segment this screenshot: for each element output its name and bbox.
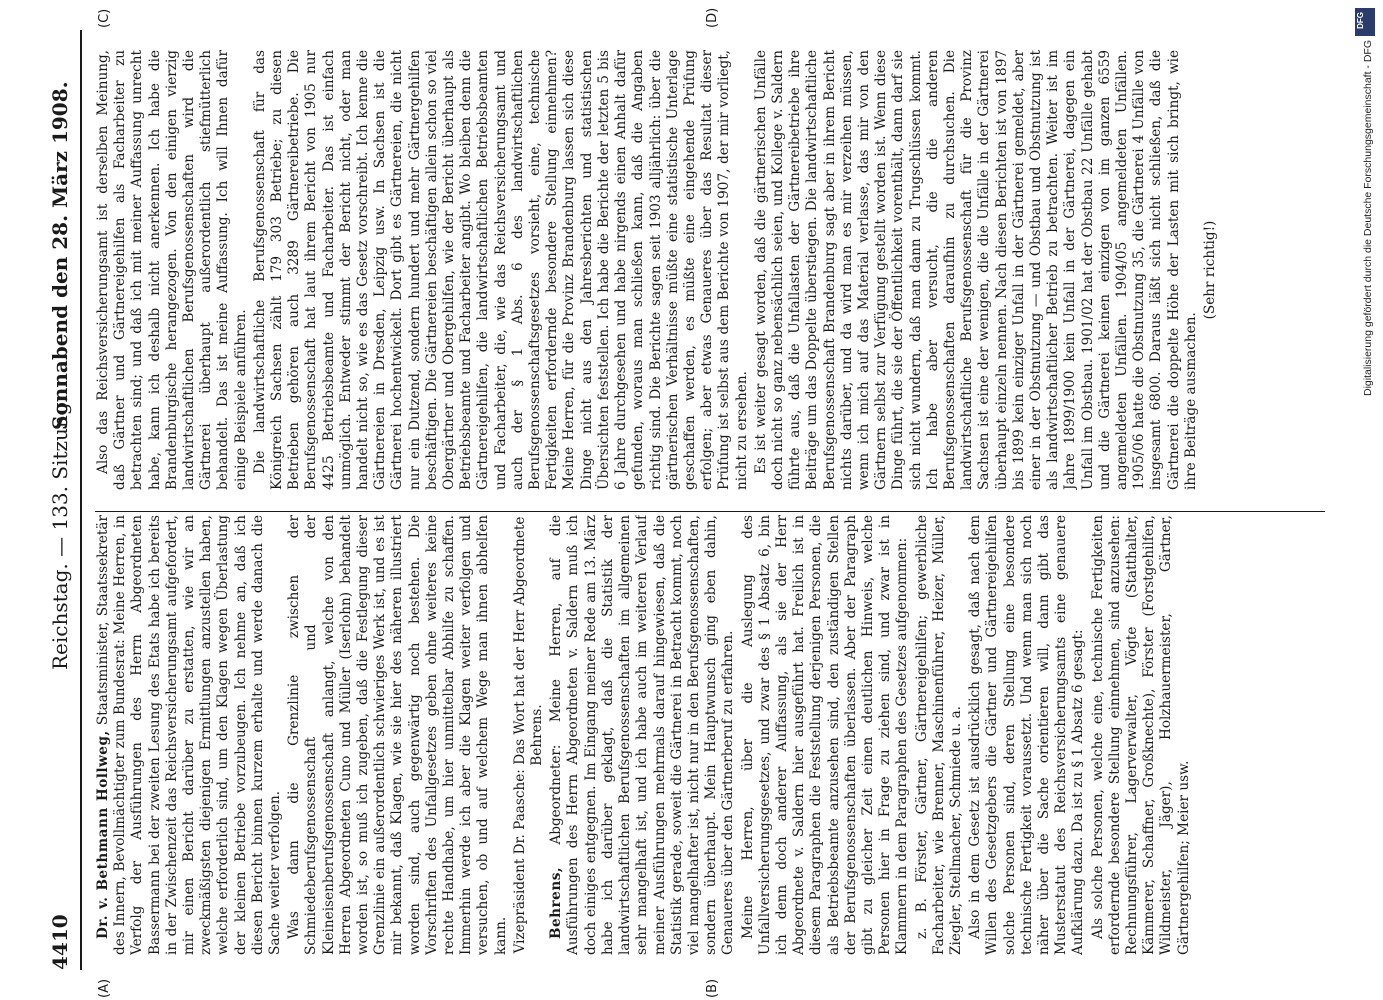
paragraph-text: Abgeordneter: Meine Herren, auf die Ausführungen des Herrn Abgeordneten v. Saldern muß ich doch einiges entgegnen. Im Eingang meiner Rede am 13. März habe ich darüber geklagt, daß die Statistik der landwirtschaftlichen Berufsgenossenschaften im allgemeinen sehr mangelhaft ist, und ich habe auch im weiteren Verlauf meiner Ausführungen mehrmals darauf hingewiesen, daß die Statistik gerade, soweit die Gärtnerei in Betracht kommt, noch viel mangelhafter ist, nicht nur in den Berufsgenossenschaften, sondern überhaupt. Mein Hauptwunsch ging eben dahin, Genaueres über den Gärtnerberuf zu erfahren.: [548, 515, 737, 955]
paragraph: [1202, 50, 1219, 490]
session-date: Sonnabend den 28. März 1908.: [48, 81, 72, 430]
paragraph: [548, 515, 737, 955]
paragraph: [1090, 515, 1193, 955]
paragraph-text: Vizepräsident Dr. Paasche: Das Wort hat der Herr Abgeordnete Behrens.: [511, 516, 546, 954]
paragraph: [967, 515, 1087, 955]
paragraph: [95, 515, 284, 955]
paragraph-text: Also in dem Gesetz ist ausdrücklich gesagt, daß nach dem Willen des Gesetzgebers die Gärtner und Gärtnereigehilfen solche Personen sind, deren Stellung eine besondere technische Fertigkeit voraussetzt. Und wenn man sich noch näher über die Sache orientieren will, dann gibt das Musterstatut des Reichsversicherungsamts eine genauere Aufklärung dazu. Da ist zu § 1 Absatz 6 gesagt:: [967, 515, 1087, 955]
page-number: 4410: [48, 914, 72, 970]
page-header: [40, 30, 82, 970]
speaker-name: Behrens,: [548, 866, 565, 939]
paragraph: [95, 50, 250, 490]
paragraph-text: Es ist weiter gesagt worden, daß die gärtnerischen Unfälle doch nicht so ganz nebensächlich seien, und Kollege v. Saldern führte aus, daß die Unfallasten der Gärtnereibetriebe ihre Beiträge um das Doppelte überstiegen. Die landwirtschaftliche Berufsgenossenschaft Brandenburg sagt aber in ihrem Bericht nichts darüber, und da wird man es mir verzeihen müssen, wenn ich mich auf das Material verlasse, das mir von den Gärtnern selbst zur Verfügung gestellt worden ist. Wenn diese Dinge führt, die sie der Öffentlichkeit vorenthält, dann darf sie sich nicht wundern, daß man dann zu Trugschlüssen kommt. Ich habe aber versucht, die die anderen Berufsgenossenschaften daraufhin zu durchsuchen. Die landwirtschaftliche Berufsgenossenschaft für die Provinz Sachsen ist eine der wenigen, die die Unfälle in der Gärtnerei überhaupt einzeln nennen. Nach diesen Berichten ist von 1897 bis 1899 kein einziger Unfall in der Gärtnerei gemeldet, aber einer in der Obstnutzung — und Obstbau und Obstnutzung ist als landwirtschaftlicher Betrieb zu betrachten. Weiter ist im Jahre 1899/1900 kein Unfall in der Gärtnerei, dagegen ein Unfall im Obstbau. 1901/02 hat der Obstbau 22 Unfälle gehabt und die Gärtnerei keinen einzigen von im ganzen 6559 angemeldeten Unfällen. 1904/05 angemeldeten Unfällen. 1905/06 hatte die Obstnutzung 35, die Gärtnerei 4 Unfälle von insgesamt 6800. Daraus läßt sich nicht schließen, daß die Gärtnerei die doppelte Höhe der Lasten mit sich bringt, wie ihre Beiträge ausmachen.: [752, 50, 1199, 490]
paragraph-text: Also das Reichsversicherungsamt ist derselben Meinung, daß Gärtner und Gärtnereigehilfen als Facharbeiter zu betrachten sind; und daß ich mit meiner Auffassung unrecht habe, kann ich deshalb nicht anerkennen. Ich habe die Brandenburgische herangezogen. Von den einigen vierzig landwirtschaftlichen Berufsgenossenschaften wird die Gärtnerei überhaupt außerordentlich stiefmütterlich behandelt. Das ist meine Auffassung. Ich will Ihnen dafür einige Beispiele anführen.: [95, 50, 249, 490]
left-column: [95, 515, 1325, 955]
session-title: Reichstag. — 133. Sitzung.: [48, 396, 72, 670]
margin-mark-d: (D): [705, 7, 720, 28]
paragraph-text: (Sehr richtig!): [1202, 220, 1218, 320]
paragraph: [252, 50, 751, 490]
paragraph-text: z. B. Förster, Gärtner, Gärtnereigehilfen; gewerbliche Facharbeiter, wie Brenner, Maschinenführer, Heizer, Müller, Ziegler, Stellmacher, Schmiede u. a.: [913, 515, 964, 955]
paragraph: [740, 515, 912, 955]
right-column: [95, 50, 1325, 490]
paragraph-text: Staatsminister, Staatssekretär des Innern, Bevollmächtigter zum Bundesrat: Meine Herren, in Verfolg der Ausführungen des Herrn Abgeordneten Bassermann bei der zweiten Lesung des Etats habe ich bereits in der Zwischenzeit das Reichsversicherungsamt aufgefordert, mir einen Bericht darüber zu erstatten, wie wir an zweckmäßigsten diejenigen Ermittlungen anzustellen haben, welche erforderlich sind, um den Klagen wegen Überlastung der kleinen Betriebe vorzubeugen. Ich nehme an, daß ich diesen Bericht binnen kurzem erhalte und werde danach die Sache weiter verfolgen.: [95, 515, 284, 955]
paragraph: [914, 515, 966, 955]
paragraph-text: Was dann die Grenzlinie zwischen der Schmiedeberufsgenossenschaft und der Kleineisenberufsgenossenschaft anlangt, welche von den Herren Abgeordneten Cuno und Müller (Iserlohn) behandelt worden ist, so muß ich zugeben, daß die Festlegung dieser Grenzlinie ein außerordentlich schwieriges Werk ist, und es ist mir bekannt, daß Klagen, wie sie hier des näheren illustriert worden sind, auch gegenwärtig noch bestehen. Die Vorschriften des Unfallgesetzes geben ohne weiteres keine rechte Handhabe, um hier unmittelbar Abhilfe zu schaffen. Immerhin werde ich aber die Klagen weiter verfolgen und versuchen, ob und auf welchem Wege man ihnen abhelfen kann.: [286, 515, 509, 955]
paragraph-text: Als solche Personen, welche eine, technische Fertigkeiten erfordernde besondere Stellung einnehmen, sind anzusehen: Rechnungsführer, Lagerverwalter, Vögte (Statthalter, Kämmerer, Schaffner, Großknechte), Förster (Forstgehilfen, Wildmeister, Jäger), Holzhauermeister, Gärtner, Gärtnergehilfen; Meier usw.: [1089, 515, 1192, 955]
margin-mark-c: (C): [97, 8, 112, 28]
paragraph-text: Die landwirtschaftliche Berufsgenossenschaft für das Königreich Sachsen zählt 179 303 Betriebe; zu diesen Betrieben gehören auch 3289 Gärtnereibetriebe. Die Berufsgenossenschaft hat laut ihrem Bericht von 1905 nur 4425 Betriebsbeamte und Facharbeiter. Das ist einfach unmöglich. Entweder stimmt der Bericht nicht, oder man handelt nicht so, wie es das Gesetz vorschreibt. Ich kenne die Gärtnereien in Dresden, Leipzig usw. In Sachsen ist die Gärtnerei hochentwickelt. Dort gibt es Gärtnereien, die nicht nur ein Dutzend, sondern hundert und mehr Gärtnergehilfen beschäftigen. Die Gärtnereien beschäftigen allein schon so viel Obergärtner und Obergehilfen, wie der Bericht überhaupt als Betriebsbeamte und Facharbeiter angibt. Wo bleiben denn die Gärtnereigehilfen, die landwirtschaftlichen Betriebsbeamten und Facharbeiter, die, wie das Reichsversicherungsamt und auch der § 1 Abs. 6 des landwirtschaftlichen Berufsgenossenschaftsgesetzes vorsieht, eine, technische Fertigkeiten erfordernde besondere Stellung einnehmen? Meine Herren, für die Provinz Brandenburg lassen sich diese Dinge nicht aus den Jahresberichten und statistischen Übersichten feststellen. Ich habe die Berichte der letzten 5 bis 6 Jahre durchgesehen und habe nirgends einen Anhalt dafür gefunden, woraus man schließen kann, daß die Angaben richtig sind. Die Berichte sagen seit 1903 alljährlich: über die gärtnerischen Verhältnisse müßte eine statistische Unterlage geschaffen werden, es müßte eine eingehende Prüfung erfolgen; aber etwas Genaueres über das Resultat dieser Prüfung ist selbst aus dem Berichte von 1907, der mir vorliegt, nicht zu ersehen.: [251, 50, 750, 490]
paragraph-text: Meine Herren, über die Auslegung des Unfallversicherungsgesetzes, und zwar des § 1 Absatz 6, bin ich denn doch anderer Auffassung, als sie der Herr Abgeordnete v. Saldern hier ausgeführt hat. Freilich ist in diesem Paragraphen die Feststellung derjenigen Personen, die als Betriebsbeamte anzusehen sind, den zuständigen Stellen der Berufsgenossenschaften überlassen. Aber der Paragraph gibt zu gleicher Zeit einen deutlichen Hinweis, welche Personen hier in Frage zu ziehen sind, und zwar ist in Klammern in dem Paragraphen des Gesetzes aufgenommen:: [739, 515, 911, 955]
paragraph: [753, 50, 1200, 490]
margin-mark-b: (B): [705, 978, 720, 998]
paragraph: [286, 515, 510, 955]
paragraph: [512, 515, 546, 955]
column-divider: [95, 511, 1325, 512]
dfg-logo-text: DFG: [1356, 12, 1365, 29]
margin-mark-a: (A): [97, 978, 112, 998]
speaker-name: Dr. v. Bethmann Hollweg,: [95, 730, 111, 939]
digitization-credit: Digitalisierung gefördert durch die Deutsche Forschungsgemeinschaft - DFG: [1362, 40, 1374, 397]
